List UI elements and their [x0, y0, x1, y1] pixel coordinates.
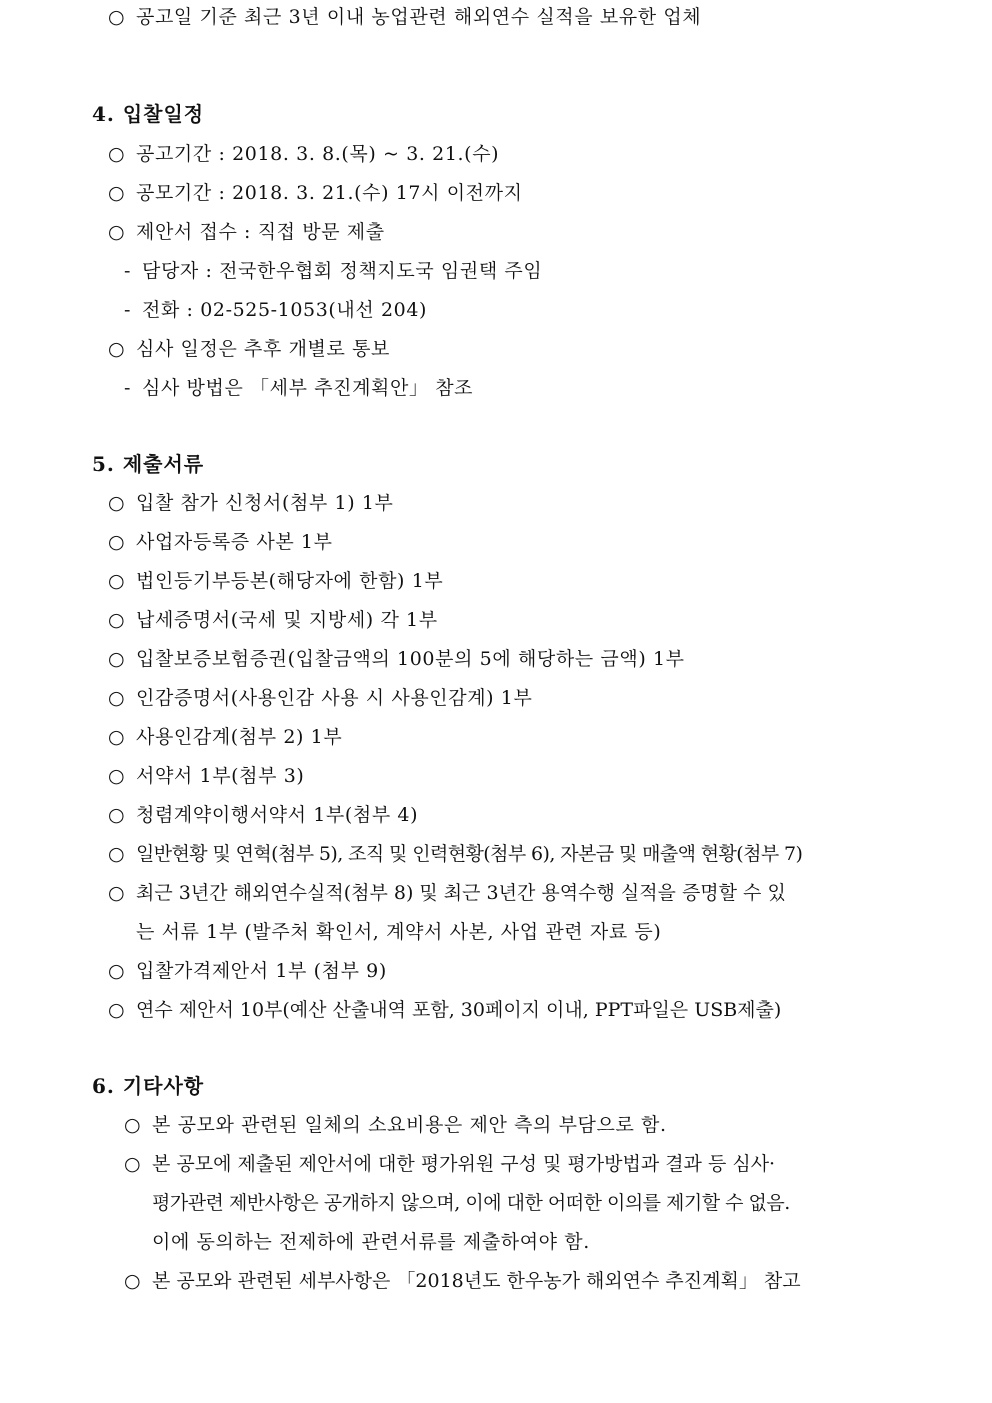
section-6-heading: 6. 기타사항 — [92, 1074, 205, 1098]
sec6-item-3-text: 본 공모와 관련된 세부사항은 「2018년도 한우농가 해외연수 추진계획」 참고 — [152, 1270, 801, 1292]
sec5-item-3 — [108, 568, 443, 594]
sec4-subitem-phone-text: 전화 : 02-525-1053(내선 204) — [142, 299, 428, 321]
sec5-item-9-text: 청렴계약이행서약서 1부(첨부 4) — [136, 804, 419, 826]
section-4-heading: 4. 입찰일정 — [92, 102, 205, 126]
circle-bullet-icon: ○ — [108, 338, 126, 360]
circle-bullet-icon: ○ — [108, 765, 126, 787]
sec5-item-2-text: 사업자등록증 사본 1부 — [136, 531, 333, 553]
circle-bullet-icon: ○ — [124, 1114, 142, 1136]
sec6-item-2-continued-1 — [152, 1190, 790, 1216]
circle-bullet-icon: ○ — [108, 804, 126, 826]
section-5-heading: 5. 제출서류 — [92, 452, 205, 476]
circle-bullet-icon: ○ — [124, 1270, 141, 1292]
sec5-item-1-text: 입찰 참가 신청서(첨부 1) 1부 — [136, 492, 394, 514]
sec6-item-2-continued-1-text: 평가관련 제반사항은 공개하지 않으며, 이에 대한 어떠한 이의를 제기할 수 없음. — [152, 1192, 790, 1214]
sec5-item-2 — [108, 529, 333, 555]
sec5-item-12 — [108, 958, 387, 984]
dash-bullet-icon: - — [124, 377, 132, 399]
sec4-subitem-method-text: 심사 방법은 「세부 추진계획안」 참조 — [142, 377, 474, 399]
sec6-item-1 — [124, 1112, 667, 1138]
sec5-item-7 — [108, 724, 342, 750]
sec6-item-2-continued-2-text: 이에 동의하는 전제하에 관련서류를 제출하여야 함. — [152, 1231, 590, 1253]
sec5-item-13-text: 연수 제안서 10부(예산 산출내역 포함, 30페이지 이내, PPT파일은 USB제출) — [136, 999, 782, 1021]
circle-bullet-icon: ○ — [108, 648, 126, 670]
circle-bullet-icon: ○ — [108, 999, 125, 1021]
circle-bullet-icon: ○ — [108, 609, 126, 631]
sec6-item-2 — [124, 1151, 775, 1177]
circle-bullet-icon: ○ — [108, 960, 126, 982]
sec4-subitem-method — [124, 375, 473, 401]
sec5-item-12-text: 입찰가격제안서 1부 (첨부 9) — [136, 960, 387, 982]
sec5-item-6 — [108, 685, 532, 711]
circle-bullet-icon: ○ — [108, 726, 126, 748]
sec6-item-1-text: 본 공모와 관련된 일체의 소요비용은 제안 측의 부담으로 함. — [152, 1114, 667, 1136]
sec5-item-13 — [108, 997, 781, 1023]
sec5-item-6-text: 인감증명서(사용인감 사용 시 사용인감계) 1부 — [136, 687, 533, 709]
sec5-item-11-text: 최근 3년간 해외연수실적(첨부 8) 및 최근 3년간 용역수행 실적을 증명할 수 있 — [136, 882, 786, 904]
sec5-item-5 — [108, 646, 685, 672]
sec5-item-4 — [108, 607, 438, 633]
sec4-item-2-text: 공모기간 : 2018. 3. 21.(수) 17시 이전까지 — [136, 182, 523, 204]
circle-bullet-icon: ○ — [108, 570, 126, 592]
sec5-item-3-text: 법인등기부등본(해당자에 한함) 1부 — [136, 570, 444, 592]
circle-bullet-icon: ○ — [108, 6, 126, 28]
sec5-item-10 — [108, 841, 802, 867]
sec5-item-9 — [108, 802, 418, 828]
circle-bullet-icon: ○ — [108, 882, 125, 904]
sec6-item-3 — [124, 1268, 801, 1294]
circle-bullet-icon: ○ — [108, 531, 126, 553]
sec5-item-10-text: 일반현황 및 연혁(첨부 5), 조직 및 인력현황(첨부 6), 자본금 및 매출액 현황(첨부 7) — [136, 843, 803, 865]
sec6-item-2-continued-2 — [152, 1229, 590, 1255]
circle-bullet-icon: ○ — [108, 492, 126, 514]
circle-bullet-icon: ○ — [108, 182, 126, 204]
sec4-item-2 — [108, 180, 523, 206]
sec4-item-3-text: 제안서 접수 : 직접 방문 제출 — [136, 221, 385, 243]
sec5-item-11-continued — [136, 919, 661, 945]
dash-bullet-icon: - — [124, 260, 132, 282]
circle-bullet-icon: ○ — [108, 843, 124, 865]
intro-item — [108, 4, 701, 30]
sec4-item-1-text: 공고기간 : 2018. 3. 8.(목) ~ 3. 21.(수) — [136, 143, 500, 165]
sec4-item-3 — [108, 219, 385, 245]
sec5-item-4-text: 납세증명서(국세 및 지방세) 각 1부 — [136, 609, 438, 631]
sec5-item-8-text: 서약서 1부(첨부 3) — [136, 765, 305, 787]
sec6-item-2-text: 본 공모에 제출된 제안서에 대한 평가위원 구성 및 평가방법과 결과 등 심사· — [152, 1153, 776, 1175]
sec5-item-11-continued-text: 는 서류 1부 (발주처 확인서, 계약서 사본, 사업 관련 자료 등) — [136, 921, 662, 943]
sec5-item-8 — [108, 763, 304, 789]
sec4-subitem-contact-text: 담당자 : 전국한우협회 정책지도국 임권택 주임 — [142, 260, 543, 282]
sec5-item-7-text: 사용인감계(첨부 2) 1부 — [136, 726, 343, 748]
sec4-item-4-text: 심사 일정은 추후 개별로 통보 — [136, 338, 391, 360]
sec4-subitem-contact — [124, 258, 542, 284]
sec4-item-4 — [108, 336, 390, 362]
sec4-subitem-phone — [124, 297, 427, 323]
dash-bullet-icon: - — [124, 299, 132, 321]
sec4-item-1 — [108, 141, 499, 167]
circle-bullet-icon: ○ — [108, 687, 126, 709]
sec5-item-11 — [108, 880, 786, 906]
intro-item-text: 공고일 기준 최근 3년 이내 농업관련 해외연수 실적을 보유한 업체 — [136, 6, 702, 28]
sec5-item-1 — [108, 490, 394, 516]
circle-bullet-icon: ○ — [108, 143, 126, 165]
circle-bullet-icon: ○ — [124, 1153, 141, 1175]
circle-bullet-icon: ○ — [108, 221, 126, 243]
sec5-item-5-text: 입찰보증보험증권(입찰금액의 100분의 5에 해당하는 금액) 1부 — [136, 648, 685, 670]
